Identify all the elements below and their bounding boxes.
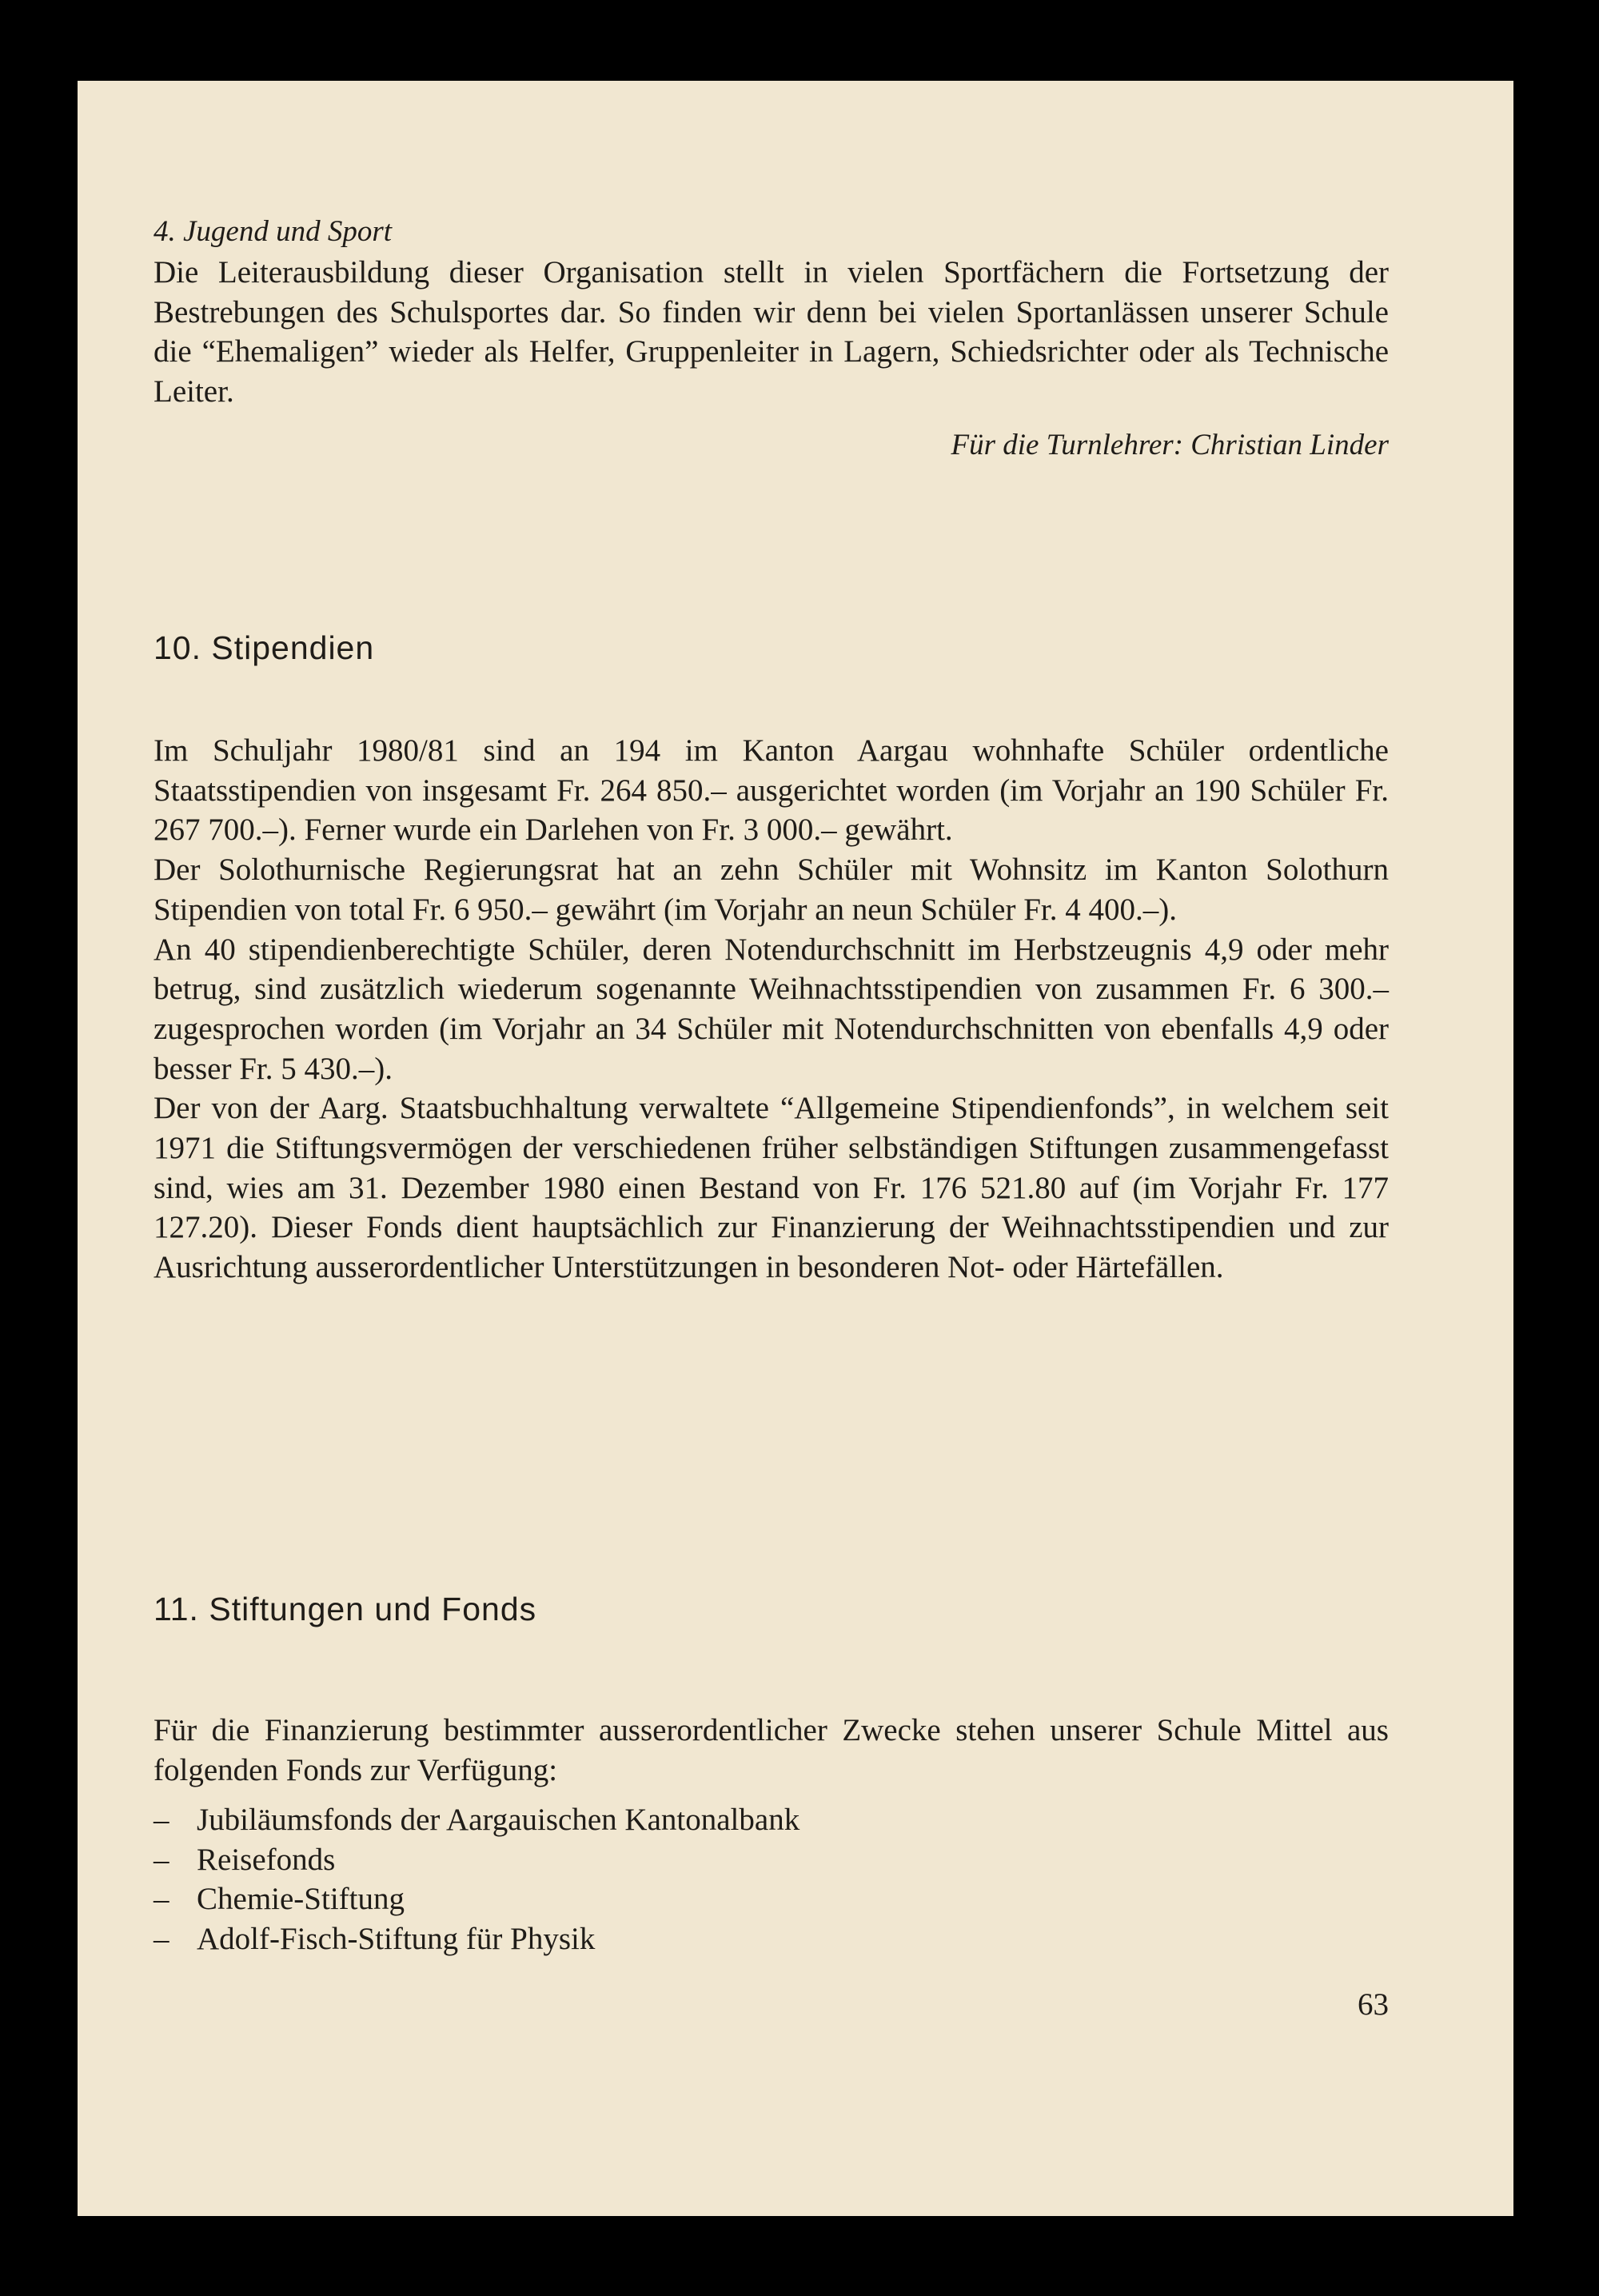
stipendien-paragraph-4: Der von der Aarg. Staatsbuchhaltung verwaltete “Allgemeine Stipendienfonds”, in welchem seit 1971 die Stiftungsvermögen der verschiedenen früher selbständigen Stiftungen zusammengefasst sind, wies am 31. Dezember 1980 einen Bestand von Fr. 176 521.80 auf (im Vorjahr Fr. 177 127.20). Dieser Fonds dient hauptsächlich zur Finanzierung der Weihnachtsstipendien und zur Ausrichtung ausserordentlicher Unterstützungen in besonderen Not- oder Härtefällen. [154,1091,1389,1285]
dash-bullet: – [154,1842,169,1877]
stipendien-paragraph-1: Im Schuljahr 1980/81 sind an 194 im Kanton Aargau wohnhafte Schüler ordentliche Staatsstipendien von insgesamt Fr. 264 850.– ausgerichtet worden (im Vorjahr an 190 Schüler Fr. 267 700.–). Ferner wurde ein Darlehen von Fr. 3 000.– gewährt. [154,733,1389,848]
heading-stipendien: 10. Stipendien [154,629,375,666]
stipendien-body [154,731,1389,1288]
dash-bullet: – [154,1882,169,1917]
list-item [154,1879,1389,1919]
dash-bullet: – [154,1922,169,1957]
stiftungen-intro: Für die Finanzierung bestimmter ausserordentlicher Zwecke stehen unserer Schule Mittel aus folgenden Fonds zur Verfügung: [154,1713,1389,1787]
fonds-item-label: Reisefonds [197,1842,336,1877]
fonds-item-label: Jubiläumsfonds der Aargauischen Kantonalbank [197,1803,800,1837]
paragraph-jugend-und-sport: Die Leiterausbildung dieser Organisation stellt in vielen Sportfächern die Fortsetzung der Bestrebungen des Schulsportes dar. So finden wir denn bei vielen Sportanlässen unserer Schule die “Ehemaligen” wieder als Helfer, Gruppenleiter in Lagern, Schiedsrichter oder als Technische Leiter. [154,255,1389,409]
list-item [154,1800,1389,1840]
fonds-item-label: Adolf-Fisch-Stiftung für Physik [197,1922,596,1957]
list-item [154,1840,1389,1880]
fonds-item-label: Chemie-Stiftung [197,1882,405,1917]
book-page [78,81,1513,2216]
dash-bullet: – [154,1803,169,1837]
signature-turnlehrer: Für die Turnlehrer: Christian Linder [951,429,1389,461]
fonds-list [154,1800,1389,1959]
list-item [154,1919,1389,1959]
subheading-jugend-und-sport: 4. Jugend und Sport [154,215,393,248]
page-number: 63 [1358,1987,1389,2022]
heading-stiftungen-und-fonds: 11. Stiftungen und Fonds [154,1591,537,1627]
stipendien-paragraph-3: An 40 stipendienberechtigte Schüler, deren Notendurchschnitt im Herbstzeugnis 4,9 oder mehr betrug, sind zusätzlich wiederum sogenannte Weihnachtsstipendien von zusammen Fr. 6 300.– zugesprochen worden (im Vorjahr an 34 Schüler mit Notendurchschnitten von ebenfalls 4,9 oder besser Fr. 5 430.–). [154,932,1389,1086]
stipendien-paragraph-2: Der Solothurnische Regierungsrat hat an zehn Schüler mit Wohnsitz im Kanton Solothurn Stipendien von total Fr. 6 950.– gewährt (im Vorjahr an neun Schüler Fr. 4 400.–). [154,853,1389,927]
